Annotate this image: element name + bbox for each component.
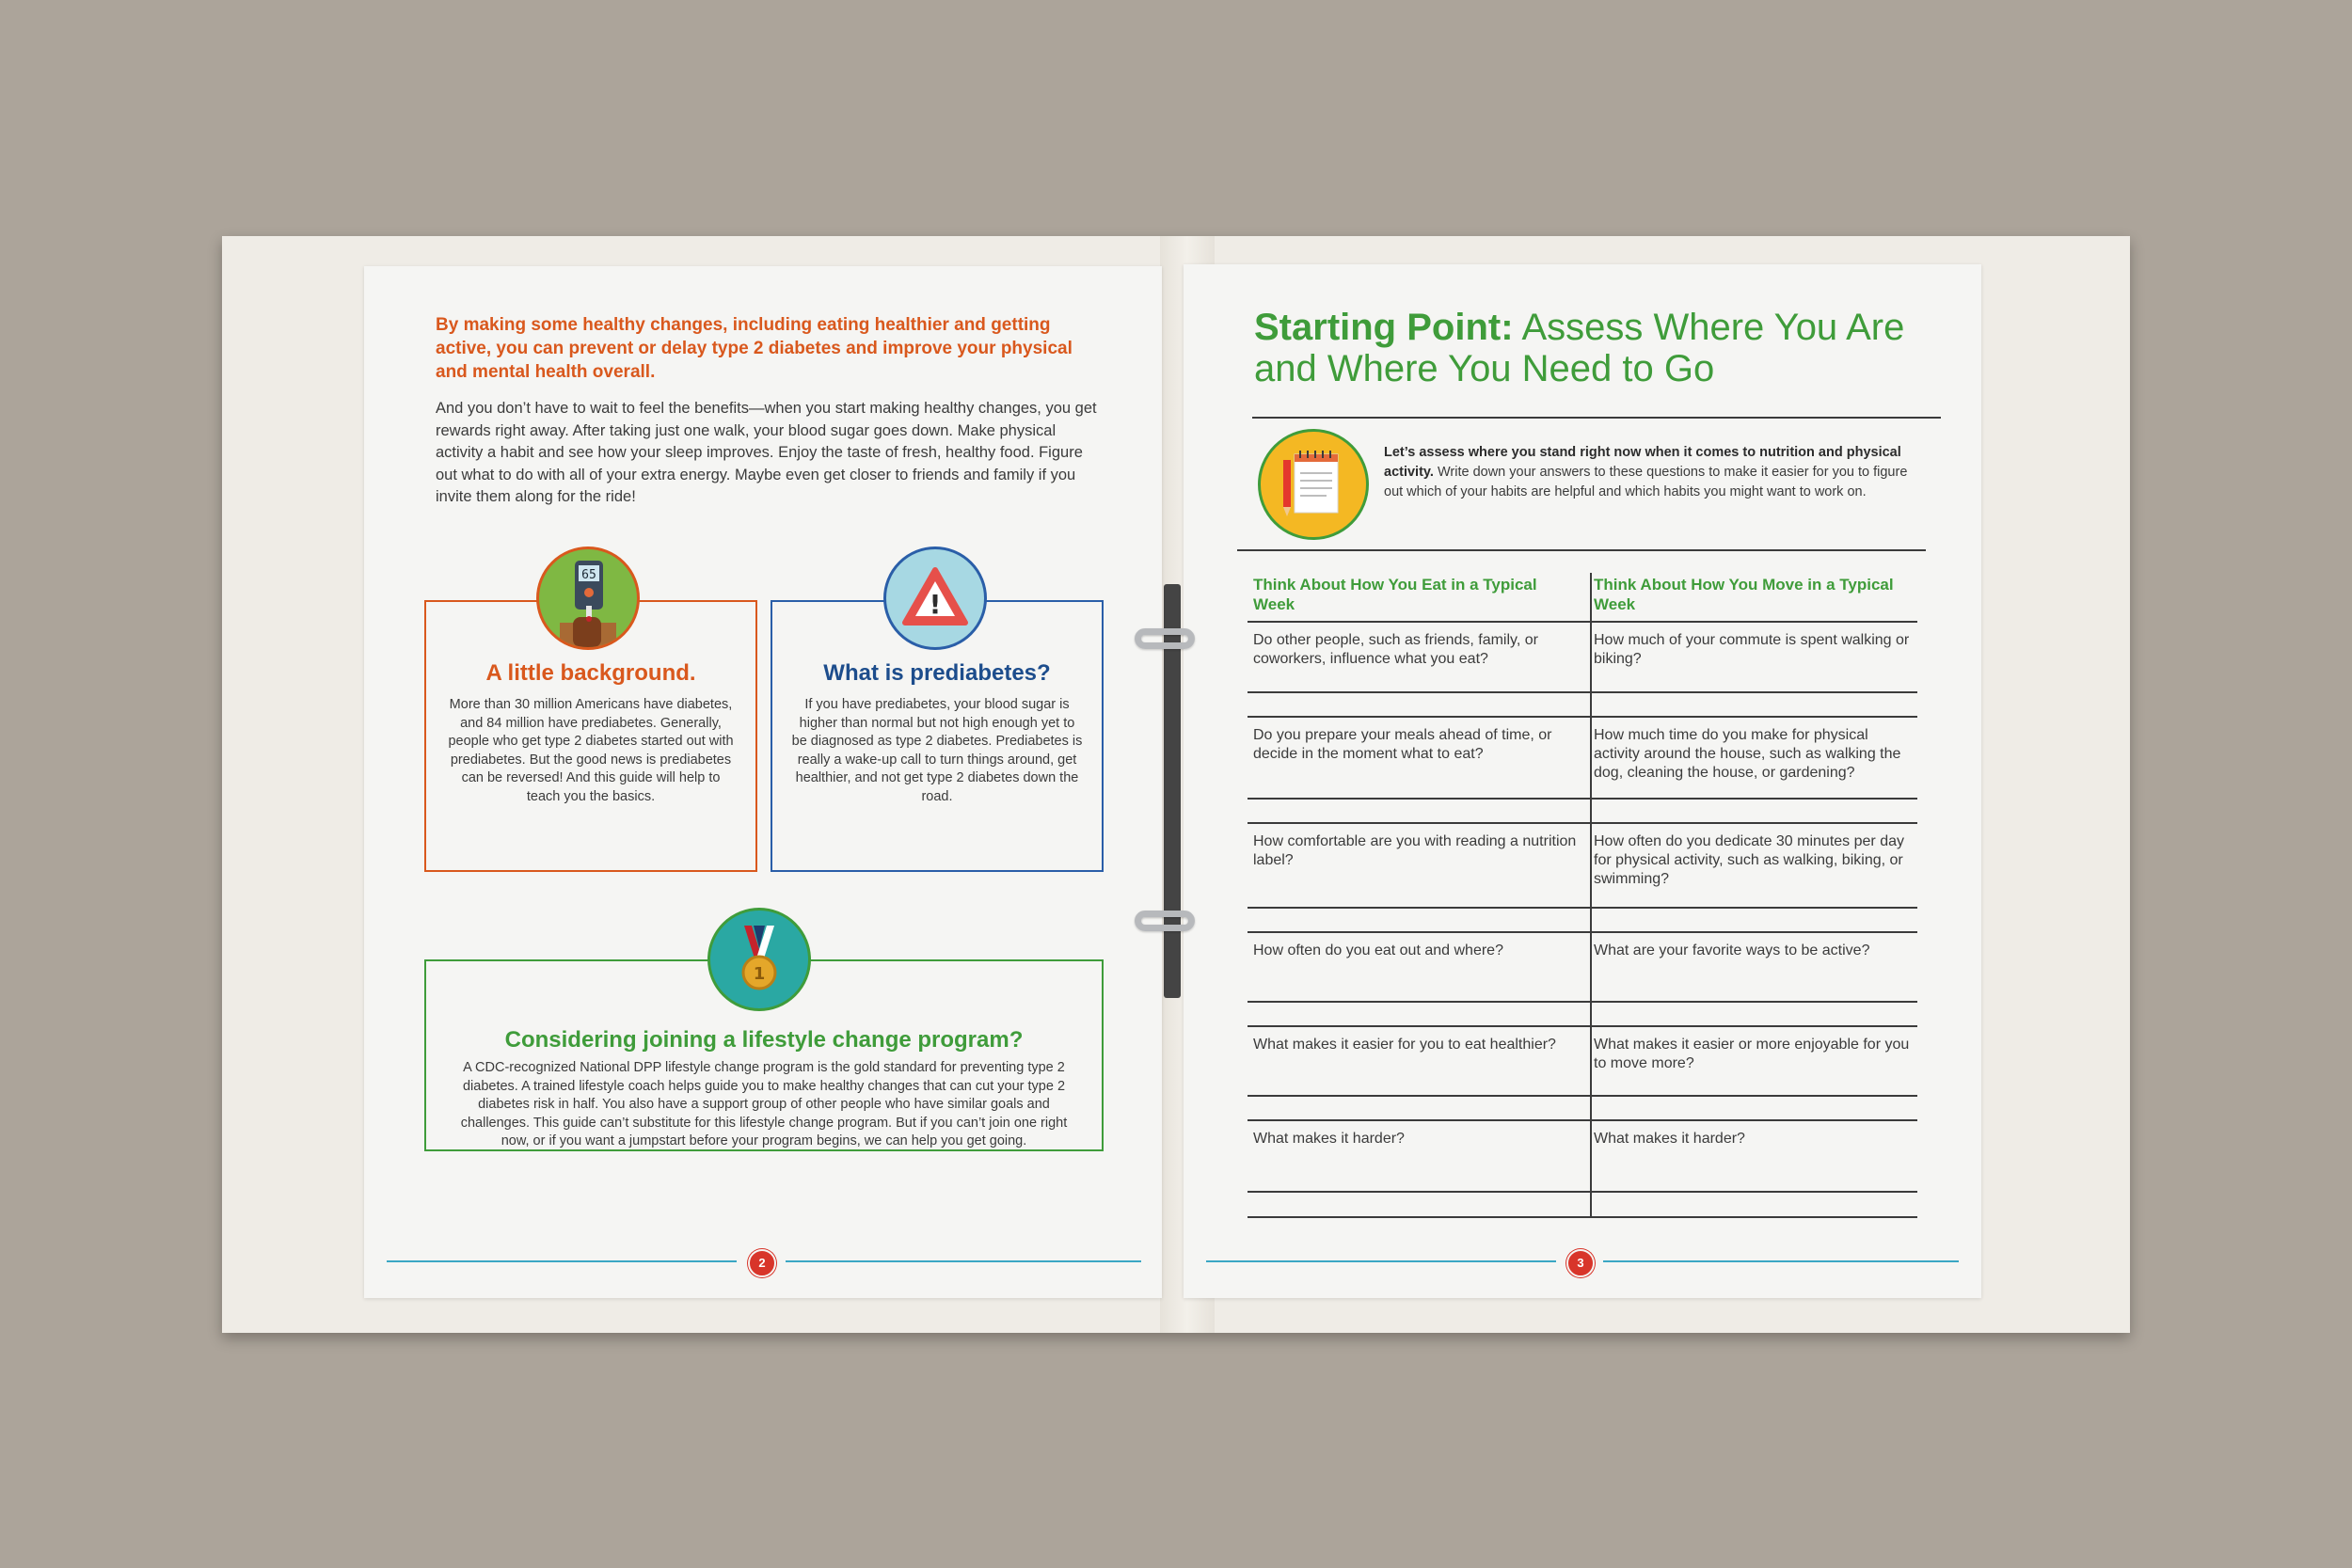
- row-rule: [1248, 1025, 1917, 1027]
- notepad-icon: [1258, 429, 1369, 540]
- lead-paragraph: By making some healthy changes, including eating healthier and getting active, you can prevent or delay type 2 diabetes and improve your physical and mental health overall.: [436, 315, 1073, 382]
- intro-bold: Let’s assess where you stand right now when it comes to nutrition and physical activity.: [1384, 445, 1901, 480]
- column-header-move: Think About How You Move in a Typical Week: [1594, 576, 1894, 613]
- row-rule: [1248, 1216, 1917, 1218]
- question-eat-4: How often do you eat out and where?: [1253, 942, 1503, 958]
- column-divider: [1590, 573, 1592, 1218]
- answer-line: [1248, 691, 1917, 693]
- answer-line: [1248, 1095, 1917, 1097]
- title-rule: [1252, 417, 1941, 419]
- question-move-5: What makes it easier or more enjoyable for you to move more?: [1594, 1037, 1910, 1071]
- footer-rule-right: [786, 1260, 1141, 1262]
- binder-ring: [1135, 911, 1195, 931]
- question-eat-2: Do you prepare your meals ahead of time, or decide in the moment what to eat?: [1253, 727, 1552, 762]
- answer-line: [1248, 907, 1917, 909]
- background-card-title: A little background.: [485, 660, 696, 686]
- page-number: 3: [1566, 1249, 1595, 1277]
- question-eat-6: What makes it harder?: [1253, 1131, 1405, 1147]
- row-rule: [1248, 822, 1917, 824]
- column-header-eat: Think About How You Eat in a Typical Week: [1253, 576, 1537, 613]
- question-eat-3: How comfortable are you with reading a nutrition label?: [1253, 833, 1577, 868]
- footer-rule-left: [1206, 1260, 1556, 1262]
- title-rest: Assess Where You Are and Where You Need to Go: [1254, 307, 1905, 389]
- title-bold: Starting Point:: [1254, 307, 1514, 348]
- glucose-meter-icon: [536, 546, 640, 650]
- question-move-3: How often do you dedicate 30 minutes per day for physical activity, such as walking, biking, or swimming?: [1594, 833, 1904, 887]
- warning-icon: [883, 546, 987, 650]
- answer-line: [1248, 1191, 1917, 1193]
- question-move-1: How much of your commute is spent walking or biking?: [1594, 632, 1910, 667]
- question-move-4: What are your favorite ways to be active?: [1594, 942, 1870, 958]
- warning-symbol: !: [929, 589, 942, 620]
- binder-ring: [1135, 628, 1195, 649]
- background-card-text: More than 30 million Americans have diabetes, and 84 million have prediabetes. Generally, people who get type 2 diabetes started out with prediabetes. But the good news is prediabetes can be reversed! And this guide will help to teach you the basics.: [448, 697, 734, 804]
- body-paragraph: And you don’t have to wait to feel the benefits—when you start making healthy changes, you get rewards right away. After taking just one walk, your blood sugar goes down. Make physical activity a habit and see how your sleep improves. Enjoy the taste of fresh, healthy food. Figure out what to do with all of your extra energy. Maybe even get closer to friends and family if you invite them along for the ride!: [436, 400, 1097, 505]
- prediabetes-card-title: What is prediabetes?: [823, 660, 1051, 686]
- answer-line: [1248, 1001, 1917, 1003]
- question-move-2: How much time do you make for physical activity around the house, such as walking the dog, cleaning the house, or gardening?: [1594, 727, 1901, 781]
- answer-line: [1248, 798, 1917, 800]
- row-rule: [1248, 716, 1917, 718]
- row-rule: [1248, 931, 1917, 933]
- row-rule: [1248, 1119, 1917, 1121]
- page-title: [1254, 307, 1931, 389]
- medal-icon: [707, 908, 811, 1011]
- intro-paragraph: [1384, 443, 1920, 502]
- question-eat-5: What makes it easier for you to eat healthier?: [1253, 1037, 1556, 1053]
- intro-rest: Write down your answers to these questions to make it easier for you to figure out which of your habits are helpful and which habits you might want to work on.: [1384, 465, 1908, 499]
- medal-number: 1: [753, 964, 766, 984]
- question-move-6: What makes it harder?: [1594, 1131, 1745, 1147]
- question-eat-1: Do other people, such as friends, family, or coworkers, influence what you eat?: [1253, 632, 1538, 667]
- lifestyle-card-title: Considering joining a lifestyle change program?: [504, 1027, 1024, 1053]
- page-number: 2: [748, 1249, 776, 1277]
- left-page: [364, 266, 1162, 1298]
- intro-rule: [1237, 549, 1926, 551]
- footer-rule-left: [387, 1260, 737, 1262]
- prediabetes-card-text: If you have prediabetes, your blood sugar is higher than normal but not high enough yet to be diagnosed as type 2 diabetes. Prediabetes is really a wake-up call to turn things around, get healthier, and not get type 2 diabetes down the road.: [791, 697, 1083, 804]
- header-rule: [1248, 621, 1917, 623]
- right-page: [1184, 264, 1981, 1298]
- footer-rule-right: [1603, 1260, 1959, 1262]
- lifestyle-card-text: A CDC-recognized National DPP lifestyle change program is the gold standard for preventing type 2 diabetes. A trained lifestyle coach helps guide you to make healthy changes that can cut your type 2 diabetes risk in half. You also have a support group of other people who have similar goals and challenges. This guide can’t substitute for this lifestyle change program. But if you can’t join one right now, or if you want a jumpstart before your program begins, we can help you get going.: [460, 1060, 1068, 1148]
- meter-reading: 65: [581, 568, 596, 582]
